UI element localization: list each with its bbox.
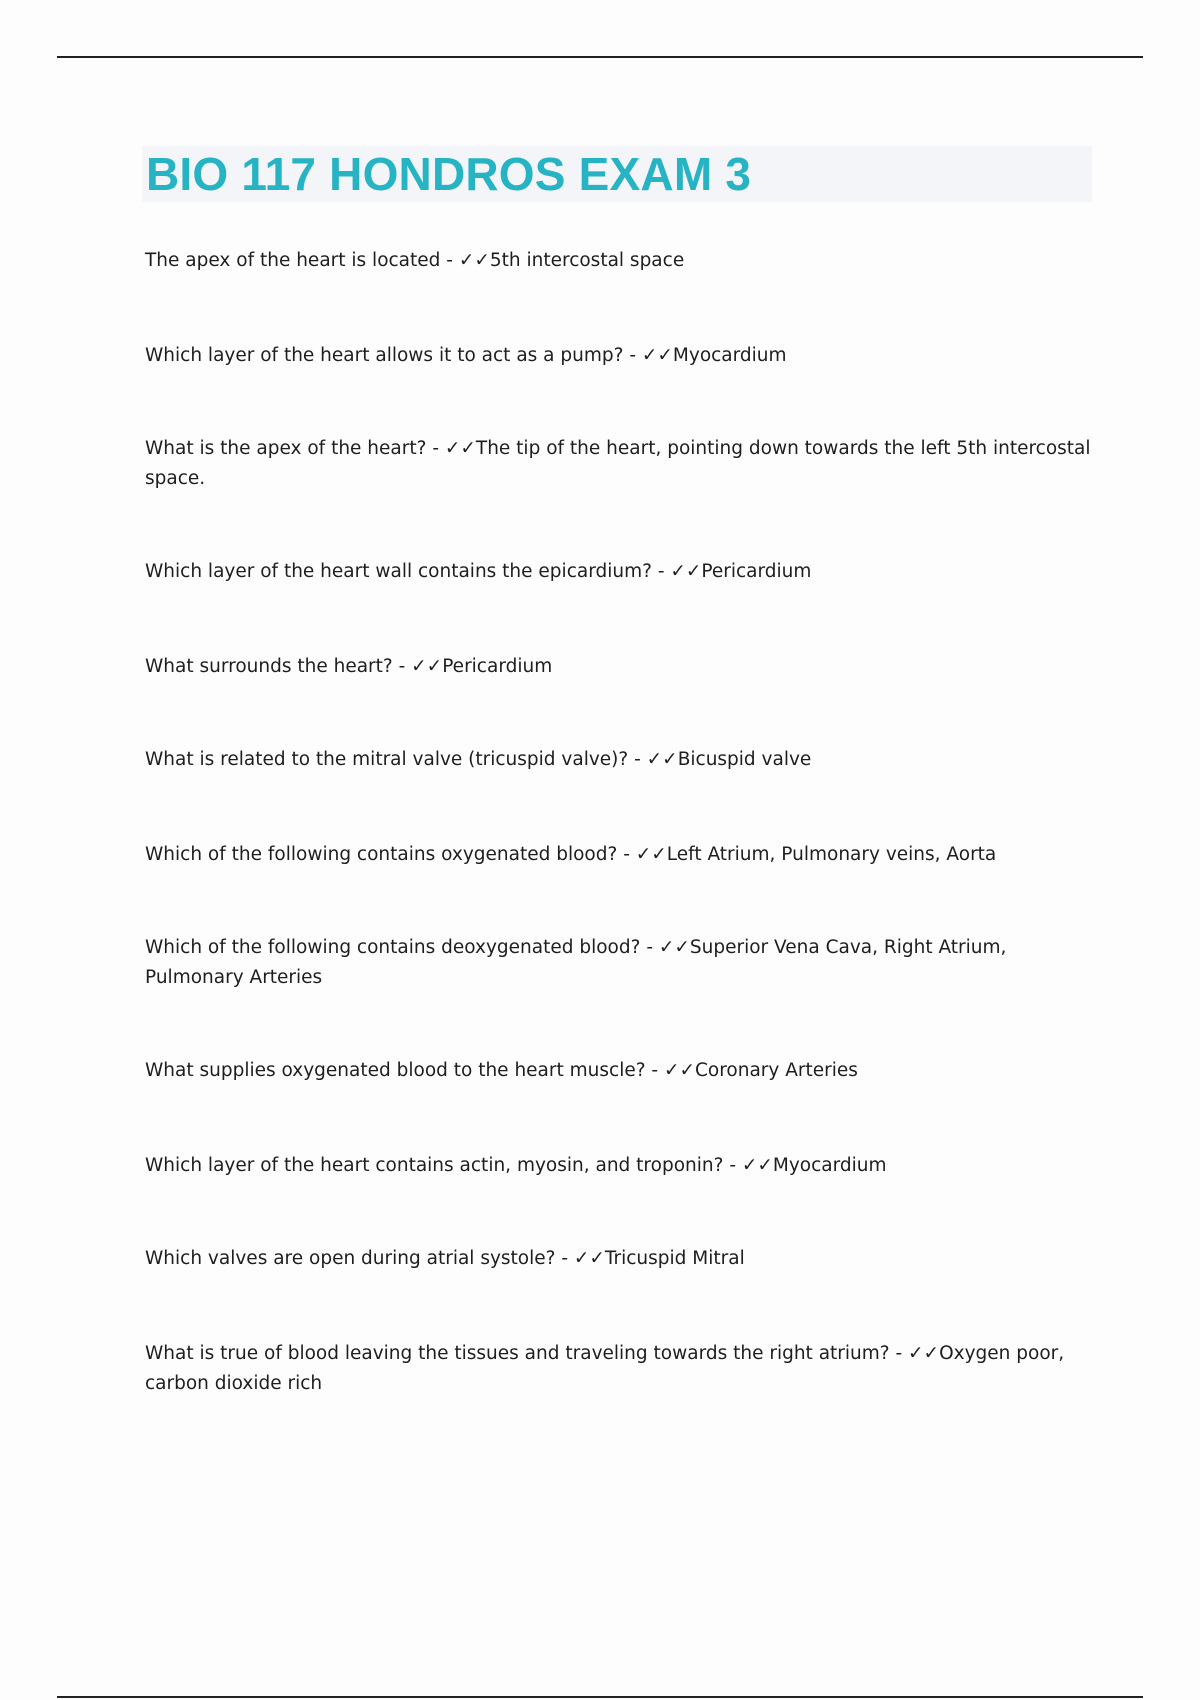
check-icon: ✓✓ <box>635 844 667 865</box>
separator: - <box>426 438 445 459</box>
answer-text: Left Atrium, Pulmonary veins, Aorta <box>666 844 997 865</box>
separator: - <box>623 345 642 366</box>
answer-text: Pericardium <box>701 561 812 582</box>
header-rule <box>57 56 1143 58</box>
separator: - <box>440 250 459 271</box>
separator: - <box>640 937 659 958</box>
question-text: Which valves are open during atrial systole? <box>145 1248 556 1269</box>
qa-item <box>145 652 1095 682</box>
check-icon: ✓✓ <box>741 1155 773 1176</box>
check-icon: ✓✓ <box>663 1060 695 1081</box>
question-text: Which layer of the heart contains actin, myosin, and troponin? <box>145 1155 724 1176</box>
check-icon: ✓✓ <box>444 438 476 459</box>
qa-item <box>145 1056 1095 1086</box>
question-text: What is the apex of the heart? <box>145 438 427 459</box>
question-text: What is related to the mitral valve (tricuspid valve)? <box>145 749 629 770</box>
document-title: BIO 117 HONDROS EXAM 3 <box>146 148 752 200</box>
question-text: Which layer of the heart wall contains the epicardium? <box>145 561 652 582</box>
answer-text: Myocardium <box>672 345 787 366</box>
separator: - <box>392 656 412 677</box>
separator: - <box>617 844 636 865</box>
answer-text: 5th intercostal space <box>489 250 685 271</box>
question-text: What surrounds the heart? <box>145 656 393 677</box>
check-icon: ✓✓ <box>641 345 673 366</box>
qa-item <box>145 1339 1095 1399</box>
question-text: Which layer of the heart allows it to act as a pump? <box>145 345 624 366</box>
answer-text: Pericardium <box>442 656 553 677</box>
qa-item <box>145 933 1095 993</box>
separator: - <box>645 1060 664 1081</box>
separator: - <box>628 749 647 770</box>
check-icon: ✓✓ <box>670 561 702 582</box>
qa-item <box>145 840 1095 870</box>
separator: - <box>889 1343 909 1364</box>
question-text: Which of the following contains oxygenated blood? <box>145 844 618 865</box>
check-icon: ✓✓ <box>908 1343 940 1364</box>
qa-item <box>145 745 1095 775</box>
question-text: What supplies oxygenated blood to the heart muscle? <box>145 1060 646 1081</box>
qa-item <box>145 1151 1095 1181</box>
question-text: What is true of blood leaving the tissues and traveling towards the right atrium? <box>145 1343 890 1364</box>
check-icon: ✓✓ <box>458 250 490 271</box>
question-text: Which of the following contains deoxygenated blood? <box>145 937 641 958</box>
answer-text: Myocardium <box>772 1155 887 1176</box>
check-icon: ✓✓ <box>573 1248 605 1269</box>
question-text: The apex of the heart is located <box>145 250 441 271</box>
check-icon: ✓✓ <box>411 656 443 677</box>
qa-item <box>145 557 1095 587</box>
answer-text: Oxygen poor, carbon dioxide rich <box>145 1343 1065 1394</box>
separator: - <box>723 1155 742 1176</box>
qa-item <box>145 246 1095 276</box>
footer-rule <box>57 1696 1143 1698</box>
answer-text: Superior Vena Cava, Right Atrium, Pulmonary Arteries <box>145 937 1007 988</box>
check-icon: ✓✓ <box>658 937 690 958</box>
answer-text: Coronary Arteries <box>694 1060 858 1081</box>
separator: - <box>555 1248 574 1269</box>
qa-item <box>145 434 1095 494</box>
answer-text: The tip of the heart, pointing down towards the left 5th intercostal space. <box>145 438 1091 489</box>
qa-item <box>145 1244 1095 1274</box>
separator: - <box>651 561 671 582</box>
answer-text: Bicuspid valve <box>677 749 812 770</box>
qa-item <box>145 341 1095 371</box>
answer-text: Tricuspid Mitral <box>604 1248 745 1269</box>
check-icon: ✓✓ <box>646 749 678 770</box>
